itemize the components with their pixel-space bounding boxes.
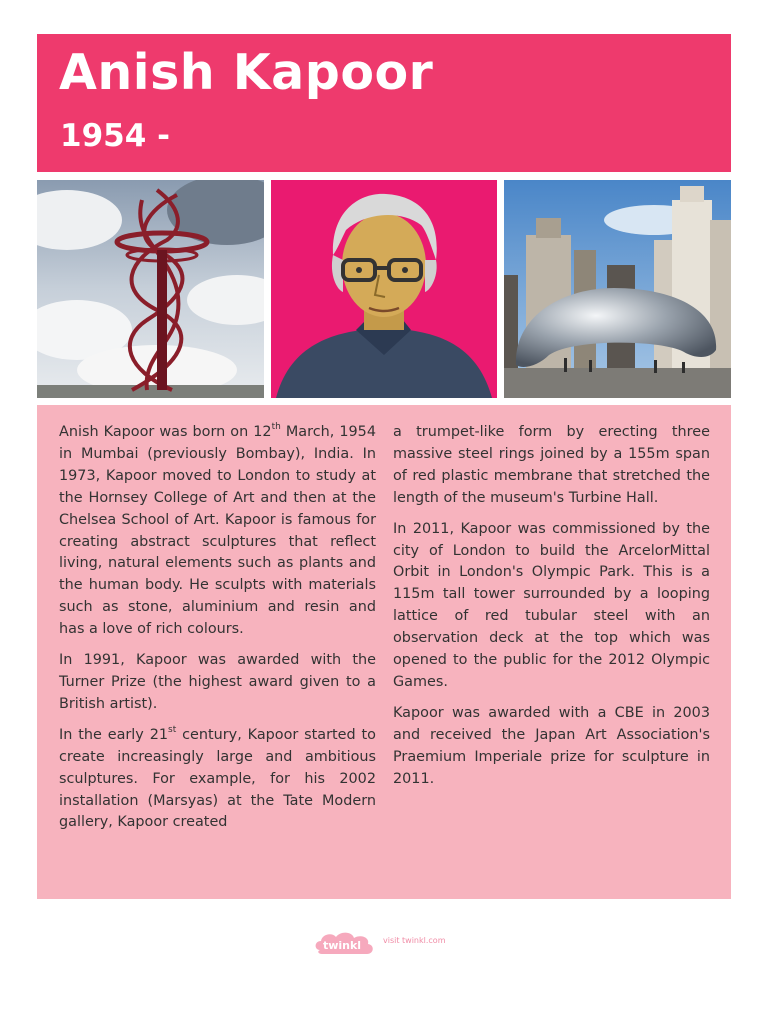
paragraph-orbit: In 2011, Kapoor was commissioned by the city of London to build the ArcelorMittal Orbit in London's Olympic Park. This is a 115m tall tower surrounded by a looping lattice of red tubular steel with an observation deck at the top which was opened to the public for the 2012 Olympic Games. [393, 520, 710, 690]
paragraph-marsyas: a trumpet-like form by erecting three massive steel rings joined by a 155m span of red plastic membrane that stretched the length of the museum's Turbine Hall. [393, 424, 710, 506]
cloud-gate-photo [504, 180, 731, 398]
logo-text: twinkl [322, 939, 362, 952]
biography-panel [37, 405, 731, 899]
ordinal-suffix: th [271, 422, 281, 433]
paragraph-text: In the early 21 [59, 726, 169, 743]
twinkl-logo-icon[interactable] [312, 928, 378, 958]
paragraph-text: century, Kapoor started to create increasingly large and ambitious sculptures. For example, for his 2002 installation (Marsyas) at the Tate Modern gallery, Kapoor created [59, 726, 376, 831]
biography-right-column [393, 422, 710, 800]
paragraph-turner-prize: In 1991, Kapoor was awarded with the Turner Prize (the highest award given to a British artist). [59, 652, 376, 712]
biography-left-column [59, 422, 376, 843]
birth-year: 1954 - [60, 118, 170, 154]
orbit-tower-photo [37, 180, 264, 398]
footer [0, 928, 768, 958]
page-title: Anish Kapoor [59, 44, 434, 101]
paragraph-early-life [59, 422, 376, 641]
paragraph-text: March, 1954 in Mumbai (previously Bombay), India. In 1973, Kapoor moved to London to study at the Hornsey College of Art and then at the Chelsea School of Art. Kapoor is famous for creating abstract sculptures that reflect living, natural elements such as plants and the human body. He sculpts with materials such as stone, aluminium and resin and has a love of rich colours. [59, 424, 376, 638]
paragraph-text: Anish Kapoor was born on 12 [59, 424, 272, 440]
visit-link[interactable]: visit twinkl.com [383, 936, 446, 945]
portrait-illustration [271, 180, 497, 398]
title-banner [37, 34, 731, 172]
ordinal-suffix: st [168, 724, 177, 735]
paragraph-21st-century [59, 725, 376, 835]
paragraph-awards: Kapoor was awarded with a CBE in 2003 and received the Japan Art Association's Praemium Imperiale prize for sculpture in 2011. [393, 704, 710, 787]
